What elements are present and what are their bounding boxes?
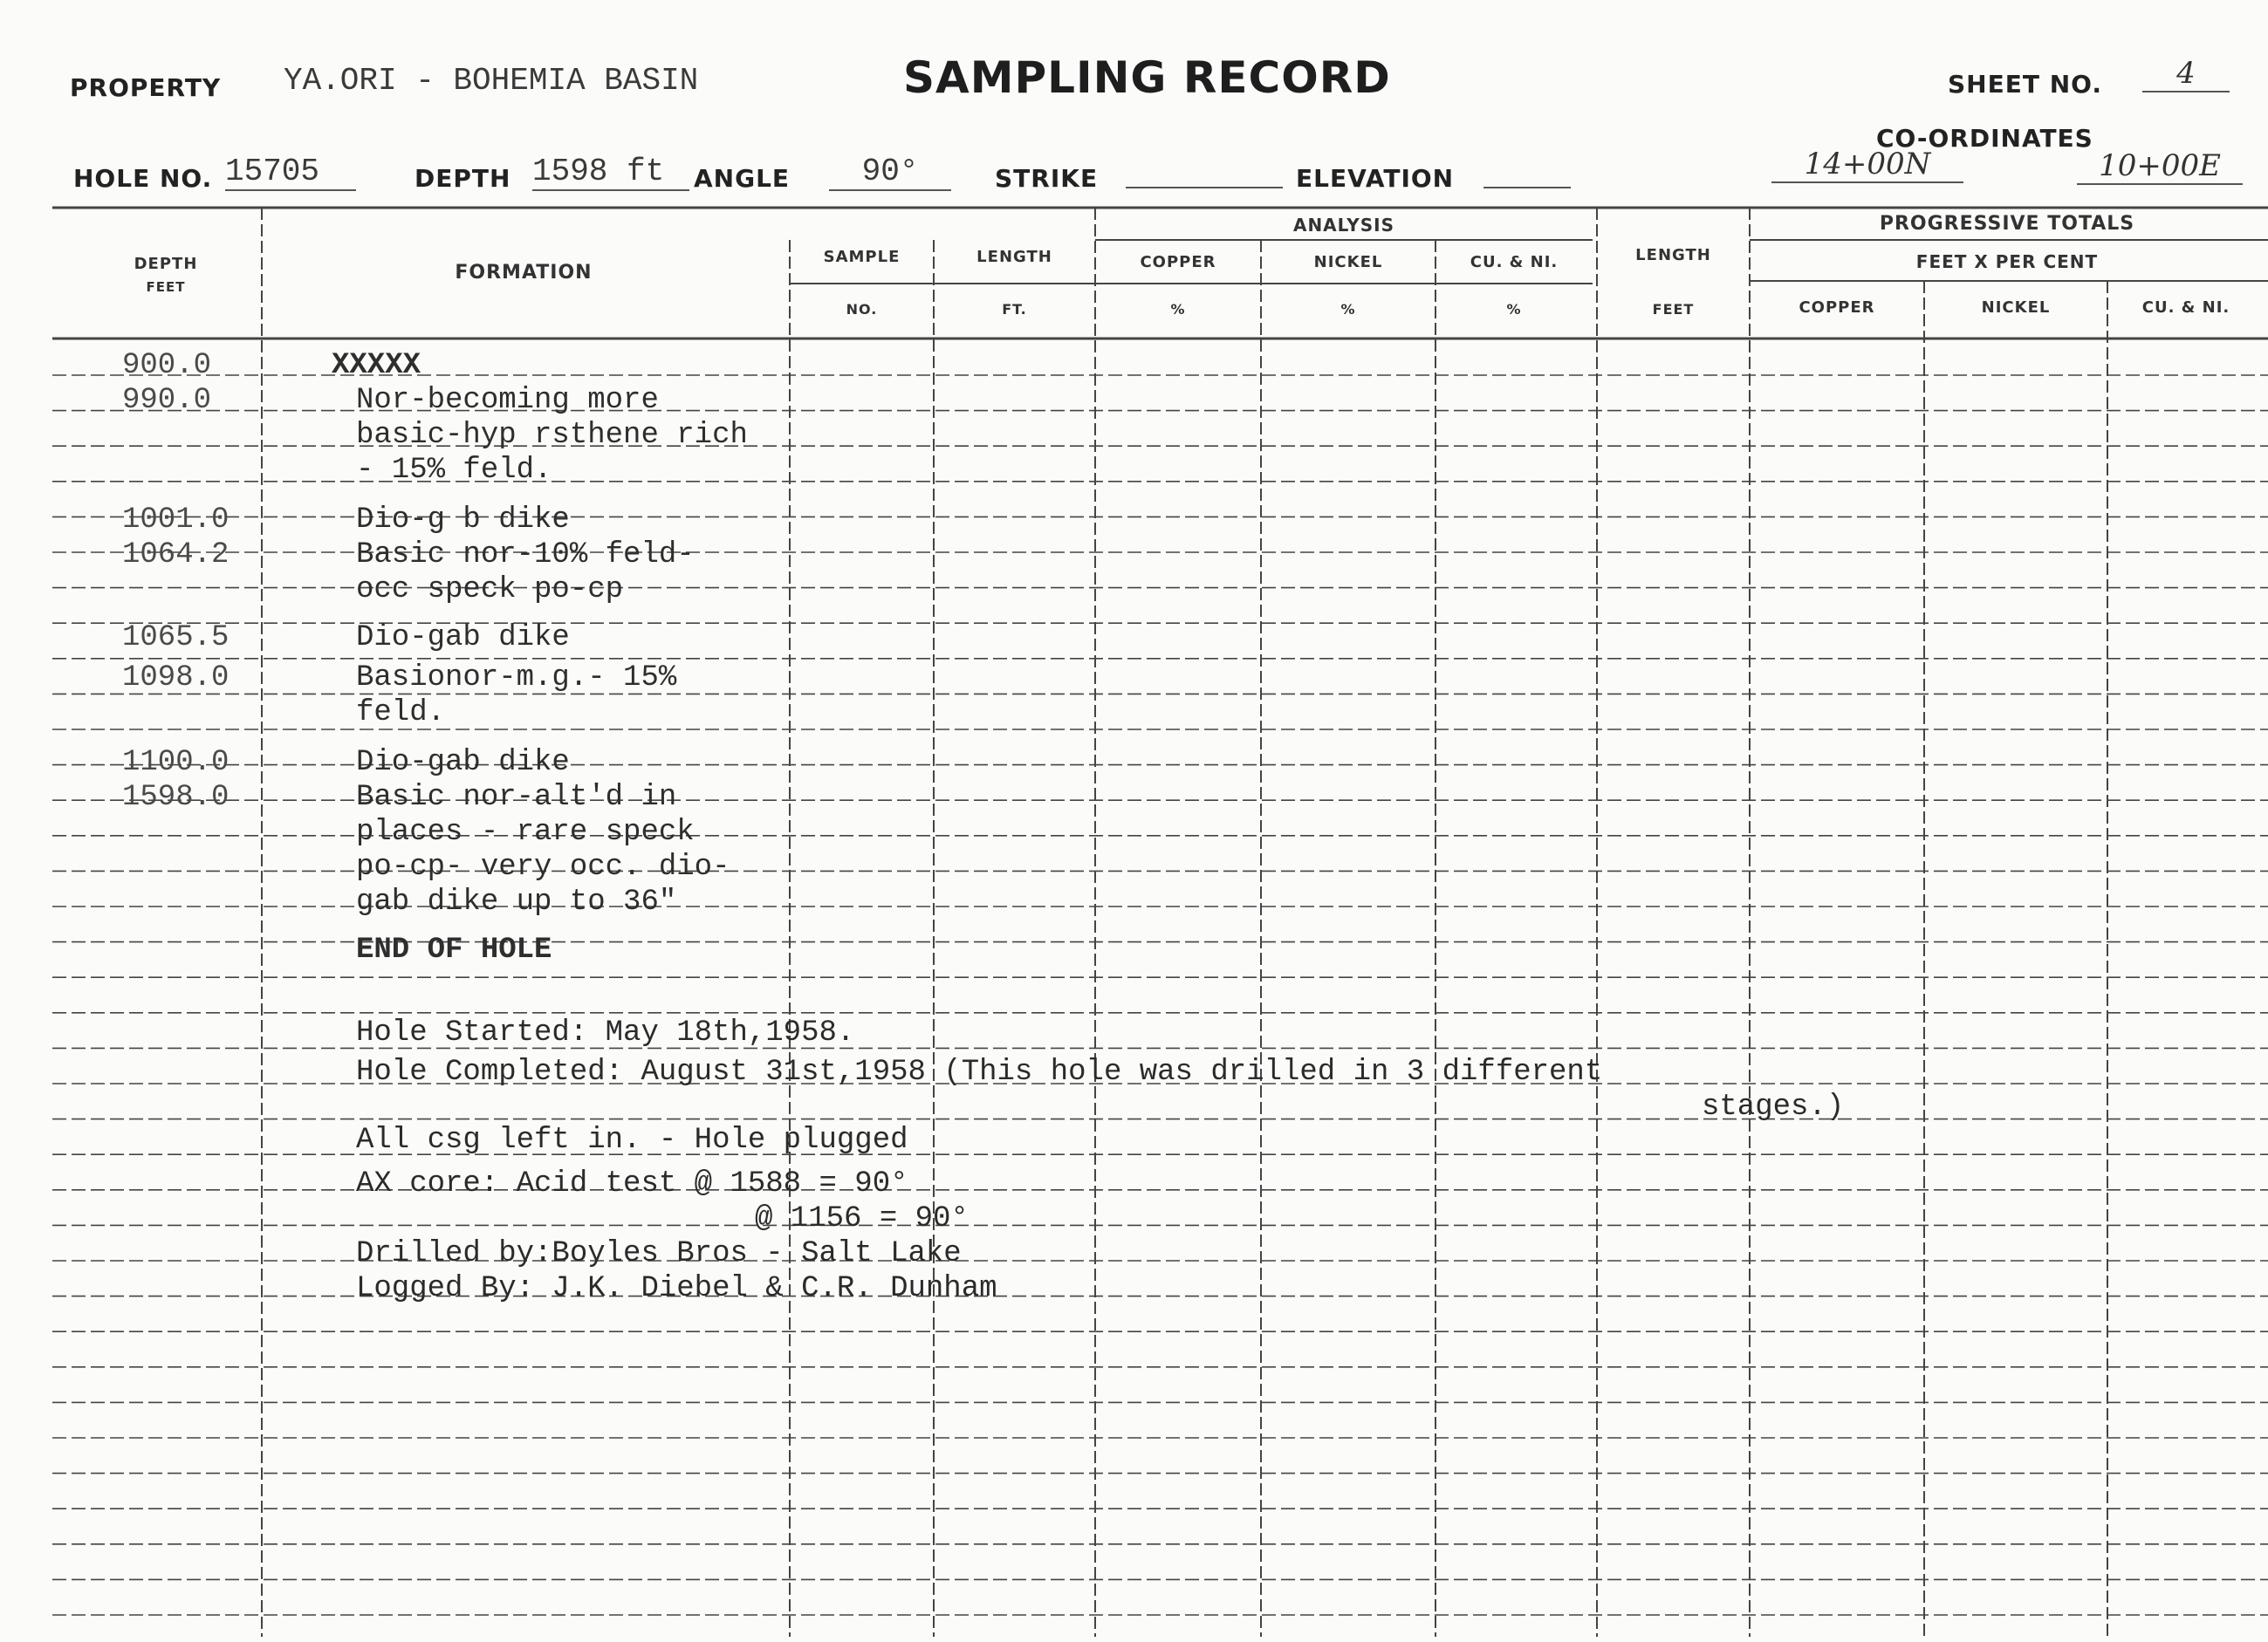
coord-n-value: 14+00N (1771, 147, 1963, 183)
formation-line: Basionor-m.g.- 15% (356, 661, 677, 694)
depth-value: 1598.0 (122, 781, 230, 814)
col-progressive-header: PROGRESSIVE TOTALS (1879, 213, 2135, 235)
col-length2-header: LENGTH (1635, 246, 1711, 264)
formation-line: Dio-g b dike (356, 503, 570, 537)
col-pcopper-header: COPPER (1799, 298, 1875, 317)
col-nickel-header: NICKEL (1313, 253, 1383, 271)
coordinates-label: CO-ORDINATES (1876, 124, 2093, 153)
note-acid-test: AX core: Acid test @ 1588 = 90° (356, 1167, 908, 1201)
depth-value: 990.0 (122, 384, 212, 417)
note-hole-completed-cont: stages.) (1702, 1091, 1845, 1124)
formation-line: XXXXX (332, 349, 421, 382)
sheet-value: 4 (2142, 56, 2230, 92)
col-length2-unit: FEET (1652, 301, 1695, 318)
note-casing: All csg left in. - Hole plugged (356, 1124, 908, 1157)
depth-value: 1065.5 (122, 621, 230, 654)
formation-line: Nor-becoming more (356, 384, 659, 417)
sheet-label: SHEET NO. (1948, 70, 2102, 99)
angle-label: ANGLE (694, 164, 791, 193)
col-depth-header: DEPTH (134, 255, 198, 273)
col-depth-unit: FEET (146, 279, 186, 295)
hole-label: HOLE NO. (73, 164, 213, 193)
elevation-label: ELEVATION (1296, 164, 1455, 193)
depth-value: 1100.0 (122, 746, 230, 779)
formation-line: occ speck po-cp (356, 573, 624, 606)
formation-line: basic-hyp rsthene rich (356, 419, 748, 452)
depth-value: 1064.2 (122, 538, 230, 571)
col-length-header: LENGTH (976, 248, 1052, 266)
col-length-unit: FT. (1002, 301, 1027, 318)
note-logged-by: Logged By: J.K. Diebel & C.R. Dunham (356, 1272, 997, 1305)
col-nickel-unit: % (1340, 301, 1356, 318)
depth-value: 900.0 (122, 349, 212, 382)
note-acid-test-2: @ 1156 = 90° (755, 1202, 969, 1235)
depth-label: DEPTH (415, 164, 511, 193)
hole-value: 15705 (225, 154, 356, 191)
col-sample-unit: NO. (846, 301, 878, 318)
col-copper-unit: % (1170, 301, 1186, 318)
col-pnickel-header: NICKEL (1981, 298, 2051, 317)
formation-line: Dio-gab dike (356, 746, 570, 779)
coord-e-value: 10+00E (2077, 148, 2243, 185)
col-copper-header: COPPER (1140, 253, 1216, 271)
property-value: YA.ORI - BOHEMIA BASIN (284, 63, 699, 99)
strike-label: STRIKE (995, 164, 1099, 193)
angle-value: 90° (829, 154, 951, 191)
formation-line: Dio-gab dike (356, 621, 570, 654)
depth-value: 1001.0 (122, 503, 230, 537)
depth-value: 1598 ft (532, 154, 689, 191)
formation-line: po-cp- very occ. dio- (356, 851, 730, 884)
col-formation-header: FORMATION (455, 262, 593, 284)
col-feet-pct-header: FEET X PER CENT (1915, 251, 2099, 272)
col-cuni-unit: % (1506, 301, 1522, 318)
end-of-hole-label: END OF HOLE (356, 934, 552, 967)
note-hole-started: Hole Started: May 18th,1958. (356, 1016, 855, 1050)
formation-line: - 15% feld. (356, 454, 552, 487)
depth-value: 1098.0 (122, 661, 230, 694)
note-hole-completed: Hole Completed: August 31st,1958 (This hole was drilled in 3 different (356, 1056, 1603, 1089)
page-title: SAMPLING RECORD (903, 52, 1391, 103)
property-label: PROPERTY (70, 73, 222, 102)
formation-line: feld. (356, 696, 446, 729)
formation-line: Basic nor-10% feld- (356, 538, 695, 571)
formation-line: places - rare speck (356, 816, 695, 849)
col-sample-header: SAMPLE (823, 248, 901, 266)
col-cuni-header: CU. & NI. (1470, 253, 1559, 271)
formation-line: gab dike up to 36" (356, 886, 677, 919)
formation-line: Basic nor-alt'd in (356, 781, 677, 814)
col-pcuni-header: CU. & NI. (2141, 298, 2230, 317)
note-drilled-by: Drilled by:Boyles Bros - Salt Lake (356, 1237, 962, 1270)
col-analysis-header: ANALYSIS (1292, 215, 1395, 236)
